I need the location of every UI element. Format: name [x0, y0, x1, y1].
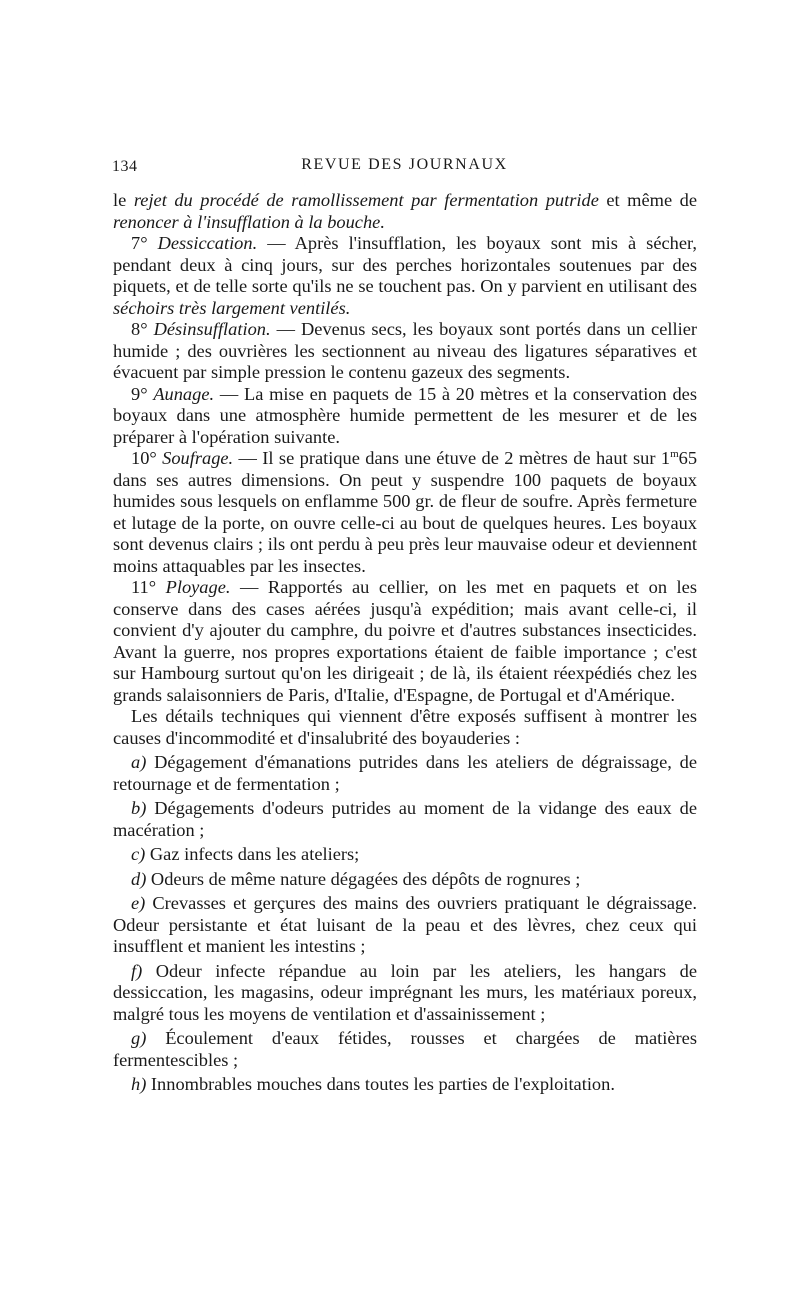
section-title: Aunage.: [153, 383, 215, 404]
list-letter: h): [131, 1074, 147, 1094]
paragraph-intro-list: Les détails techniques qui viennent d'être exposés suffisent à montrer les causes d'incommodité et d'insalubrité des boyauderies :: [113, 706, 697, 748]
list-item: a) Dégagement d'émanations putrides dans les ateliers de dégraissage, de retournage et de fermentation ;: [113, 752, 697, 794]
list-letter: e): [131, 893, 146, 913]
list-letter: f): [131, 960, 143, 981]
list-item: e) Crevasses et gerçures des mains des ouvriers pratiquant le dégraissage. Odeur persistante et état luisant de la peau et des lèvres, chez ceux qui insufflent et manient les intestins ;: [113, 893, 697, 956]
section-title: Ployage.: [165, 577, 231, 597]
paragraph-dessiccation: 7° Dessiccation. — Après l'insufflation, les boyaux sont mis à sécher, pendant deux à cinq jours, sur des perches horizontales soutenues par des piquets, et de telle sorte qu'ils ne se touchent pas. On y parvient en utilisant des séchoirs très largement ventilés.: [113, 233, 697, 318]
paragraph-continuation: le rejet du procédé de ramollissement par fermentation putride et même de renoncer à l'insufflation à la bouche.: [113, 190, 698, 232]
section-title: Dessiccation.: [157, 233, 258, 253]
list-letter: c): [131, 844, 146, 864]
running-title: REVUE DES JOURNAUX: [301, 156, 508, 173]
list-item: d) Odeurs de même nature dégagées des dépôts de rognures ;: [131, 868, 581, 889]
list-item: f) Odeur infecte répandue au loin par les ateliers, les hangars de dessiccation, les magasins, odeur imprégnant les murs, les matériaux poreux, malgré tous les moyens de ventilation et d'assainissement ;: [113, 960, 697, 1024]
body-text: [113, 190, 697, 1096]
list-item: c) Gaz infects dans les ateliers;: [131, 844, 360, 864]
paragraph-soufrage: 10° Soufrage. — Il se pratique dans une étuve de 2 mètres de haut sur 1$^m$65 dans ses autres dimensions. On peut y suspendre 100 paquets de boyaux humides sous lesquels on enflamme 500 gr. de fleur de soufre. Après fermeture et lutage de la porte, on ouvre celle-ci au bout de quelques heures. Les boyaux sont devenus clairs ; ils ont perdu à peu près leur mauvaise odeur et deviennent moins attaquables par les insectes.: [113, 447, 698, 576]
paragraph-aunage: 9° Aunage. — La mise en paquets de 15 à 20 mètres et la conservation des boyaux dans une atmosphère humide permettent de les mesurer et de les préparer à l'opération suivante.: [113, 383, 697, 447]
section-title: Désinsufflation.: [153, 319, 271, 339]
paragraph-ployage: 11° Ployage. — Rapportés au cellier, on les met en paquets et on les conserve dans des cases aérées jusqu'à expédition; mais avant celle-ci, il convient d'y ajouter du camphre, du poivre et d'autres substances insecticides. Avant la guerre, nos propres exportations étaient de faible importance ; c'est sur Hambourg surtout qu'on les dirigeait ; de là, ils étaient réexpédiés chez les grands salaisonniers de Paris, d'Italie, d'Espagne, de Portugal et d'Amérique.: [113, 577, 697, 705]
section-title: Soufrage.: [162, 448, 234, 468]
list-letter: b): [131, 798, 147, 818]
list-letter: d): [131, 868, 147, 889]
list-item: h) Innombrables mouches dans toutes les parties de l'exploitation.: [131, 1074, 615, 1094]
paragraph-desinsufflation: 8° Désinsufflation. — Devenus secs, les boyaux sont portés dans un cellier humide ; des ouvrières les sectionnent au niveau des ligatures séparatives et évacuent par simple pression le contenu gazeux des segments.: [113, 319, 697, 382]
page-number: 134: [112, 158, 138, 175]
list-letter: a): [131, 752, 147, 772]
list-letter: g): [131, 1028, 147, 1048]
list-item: b) Dégagements d'odeurs putrides au moment de la vidange des eaux de macération ;: [113, 798, 697, 840]
page-header: [112, 156, 697, 182]
list-item: g) Écoulement d'eaux fétides, rousses et chargées de matières fermentescibles ;: [113, 1028, 697, 1070]
